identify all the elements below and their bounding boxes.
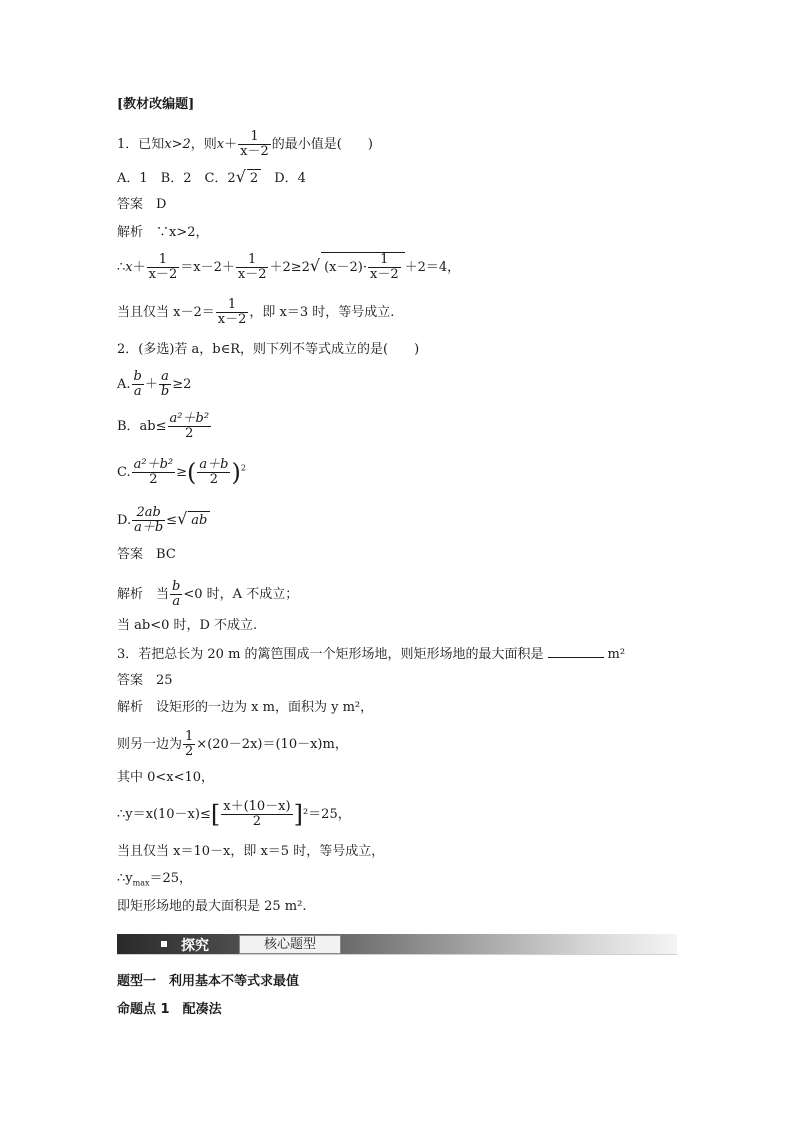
section-banner [117, 934, 677, 954]
question-1-stem: 1．已知x>2，则x＋ $\frac{1}{x-2}$ 的最小值是( ) [117, 129, 373, 159]
fraction: $\frac{1}{x-2}$ [240, 129, 269, 159]
source-tag: [教材改编题] [117, 97, 195, 112]
question-3-stem: 3．若把总长为 20 m 的篱笆围成一个矩形场地，则矩形场地的最大面积是 m² [117, 647, 626, 662]
question-2-analysis-2: 当 ab<0 时，D 不成立. [117, 618, 258, 633]
question-2-stem: 2．(多选)若 a，b∈R，则下列不等式成立的是( ) [117, 342, 420, 357]
question-2-analysis-1: 解析 当 $\frac{b}{a}$ <0 时，A 不成立； [117, 579, 299, 609]
question-2-answer: 答案 BC [117, 547, 176, 562]
question-3-analysis-1: 解析 设矩形的一边为 x m，面积为 y m²， [117, 700, 374, 715]
question-3-analysis-4: ∴y＝x(10－x)≤[ $\frac{x+(10-x)}{2}$ ]²＝25， [117, 799, 351, 829]
answer-blank [548, 645, 604, 658]
section-subtitle: 命题点 1 配凑法 [117, 1002, 222, 1017]
question-3-analysis-3: 其中 0<x<10， [117, 770, 215, 785]
question-3-analysis-6: $\therefore y_{max}=25$， [117, 871, 193, 888]
question-3-answer: 答案 25 [117, 673, 173, 688]
banner-right-tab: 核心题型 [239, 935, 341, 954]
question-2-option-c: C. $\frac{\text{a²＋b²}}{2}$ ≥( $\frac{a+b}{2}$ )$^2$ [117, 457, 246, 487]
bullet-icon [161, 941, 167, 947]
divider [117, 954, 677, 955]
question-1-analysis-3: 当且仅当 x－2＝ $\frac{1}{x-2}$ ，即 x＝3 时，等号成立. [117, 297, 395, 327]
question-1-answer: 答案 D [117, 197, 167, 212]
question-1-analysis-1: 解析 ∵x>2， [117, 225, 209, 240]
banner-left-title: 探究 [181, 938, 209, 954]
question-2-option-b: B．ab≤ $\frac{\text{a²＋b²}}{2}$ [117, 411, 210, 441]
question-1-analysis-2: ∴x＋ $\frac{1}{x-2}$ ＝x－2＋ $\frac{1}{x-2}$ ＋2≥2√ (x－2)· $\frac{1}{x-2}$ ＋2＝4， [117, 252, 461, 282]
question-2-option-a: A. $\frac{b}{a}$ ＋ $\frac{a}{b}$ ≥2 [117, 369, 192, 399]
question-2-option-d: D. $\frac{2ab}{a+b}$ ≤√ ab [117, 506, 210, 535]
question-1-options: A．1 B．2 C．2√ 2 D．4 [117, 167, 306, 186]
section-title: 题型一 利用基本不等式求最值 [117, 974, 300, 989]
question-3-analysis-7: 即矩形场地的最大面积是 25 m². [117, 899, 307, 914]
question-3-analysis-5: 当且仅当 x＝10－x，即 x＝5 时，等号成立， [117, 844, 385, 859]
question-3-analysis-2: 则另一边为 $\frac{1}{2}$ ×(20－2x)＝(10－x)m， [117, 729, 348, 759]
